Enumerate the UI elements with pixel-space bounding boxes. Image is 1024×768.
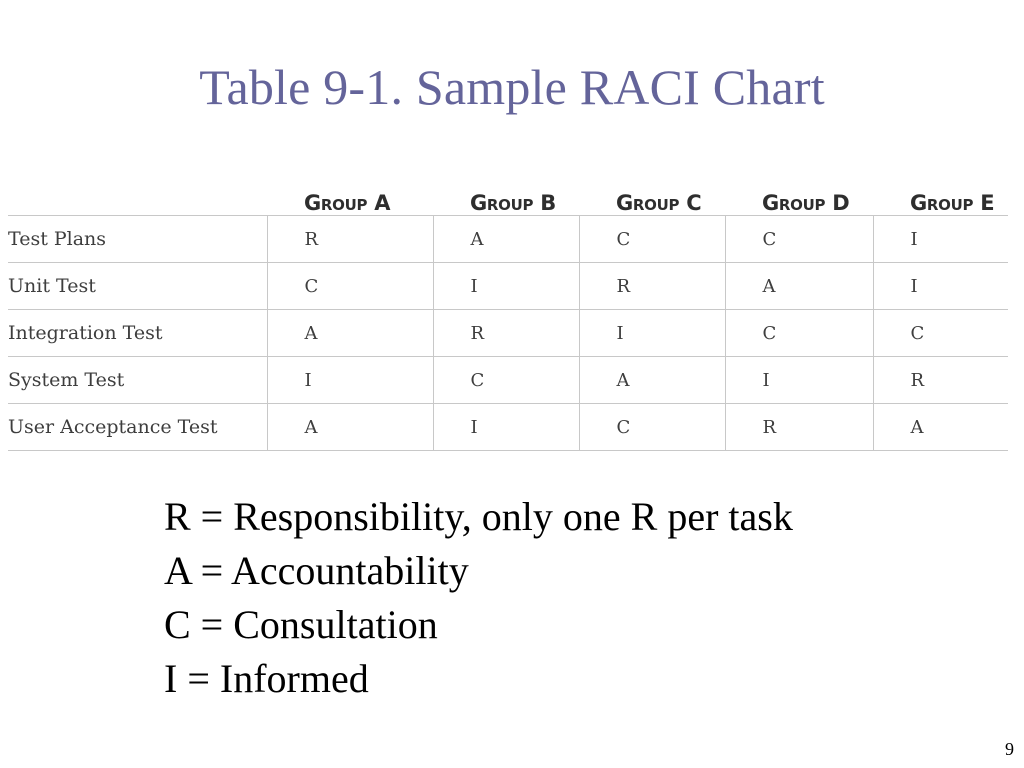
table-row [8, 310, 1008, 357]
raci-cell: A [433, 216, 579, 263]
task-column-header [8, 190, 267, 216]
column-header-group-d: Group D [725, 190, 873, 216]
raci-cell: R [725, 404, 873, 451]
legend-item-responsibility: R = Responsibility, only one R per task [164, 494, 793, 539]
table-row [8, 357, 1008, 404]
raci-cell: I [873, 263, 1008, 310]
task-name-cell: Test Plans [8, 216, 267, 263]
raci-cell: C [267, 263, 433, 310]
raci-cell: C [579, 216, 725, 263]
task-name-cell: Unit Test [8, 263, 267, 310]
raci-cell: I [725, 357, 873, 404]
raci-cell: I [433, 263, 579, 310]
task-name-cell: Integration Test [8, 310, 267, 357]
column-header-group-b: Group B [433, 190, 579, 216]
raci-cell: I [267, 357, 433, 404]
raci-cell: R [873, 357, 1008, 404]
raci-cell: A [579, 357, 725, 404]
raci-cell: I [579, 310, 725, 357]
column-header-group-c: Group C [579, 190, 725, 216]
table-header-row [8, 190, 1008, 216]
legend-item-consultation: C = Consultation [164, 602, 438, 647]
slide-title: Table 9-1. Sample RACI Chart [199, 59, 825, 115]
legend-item-informed: I = Informed [164, 656, 369, 701]
raci-cell: C [433, 357, 579, 404]
task-name-cell: System Test [8, 357, 267, 404]
legend-item-accountability: A = Accountability [164, 548, 469, 593]
table-row [8, 404, 1008, 451]
raci-cell: C [725, 216, 873, 263]
raci-cell: R [267, 216, 433, 263]
raci-table [8, 190, 1008, 451]
raci-cell: A [267, 310, 433, 357]
raci-cell: C [725, 310, 873, 357]
raci-cell: R [579, 263, 725, 310]
raci-cell: R [433, 310, 579, 357]
raci-legend [164, 490, 793, 706]
page-number: 9 [1005, 739, 1014, 759]
task-name-cell: User Acceptance Test [8, 404, 267, 451]
raci-cell: A [267, 404, 433, 451]
raci-cell: C [873, 310, 1008, 357]
column-header-group-e: Group E [873, 190, 1008, 216]
raci-cell: I [433, 404, 579, 451]
table-row [8, 263, 1008, 310]
table-row [8, 216, 1008, 263]
raci-cell: A [725, 263, 873, 310]
raci-cell: A [873, 404, 1008, 451]
raci-cell: C [579, 404, 725, 451]
column-header-group-a: Group A [267, 190, 433, 216]
raci-cell: I [873, 216, 1008, 263]
